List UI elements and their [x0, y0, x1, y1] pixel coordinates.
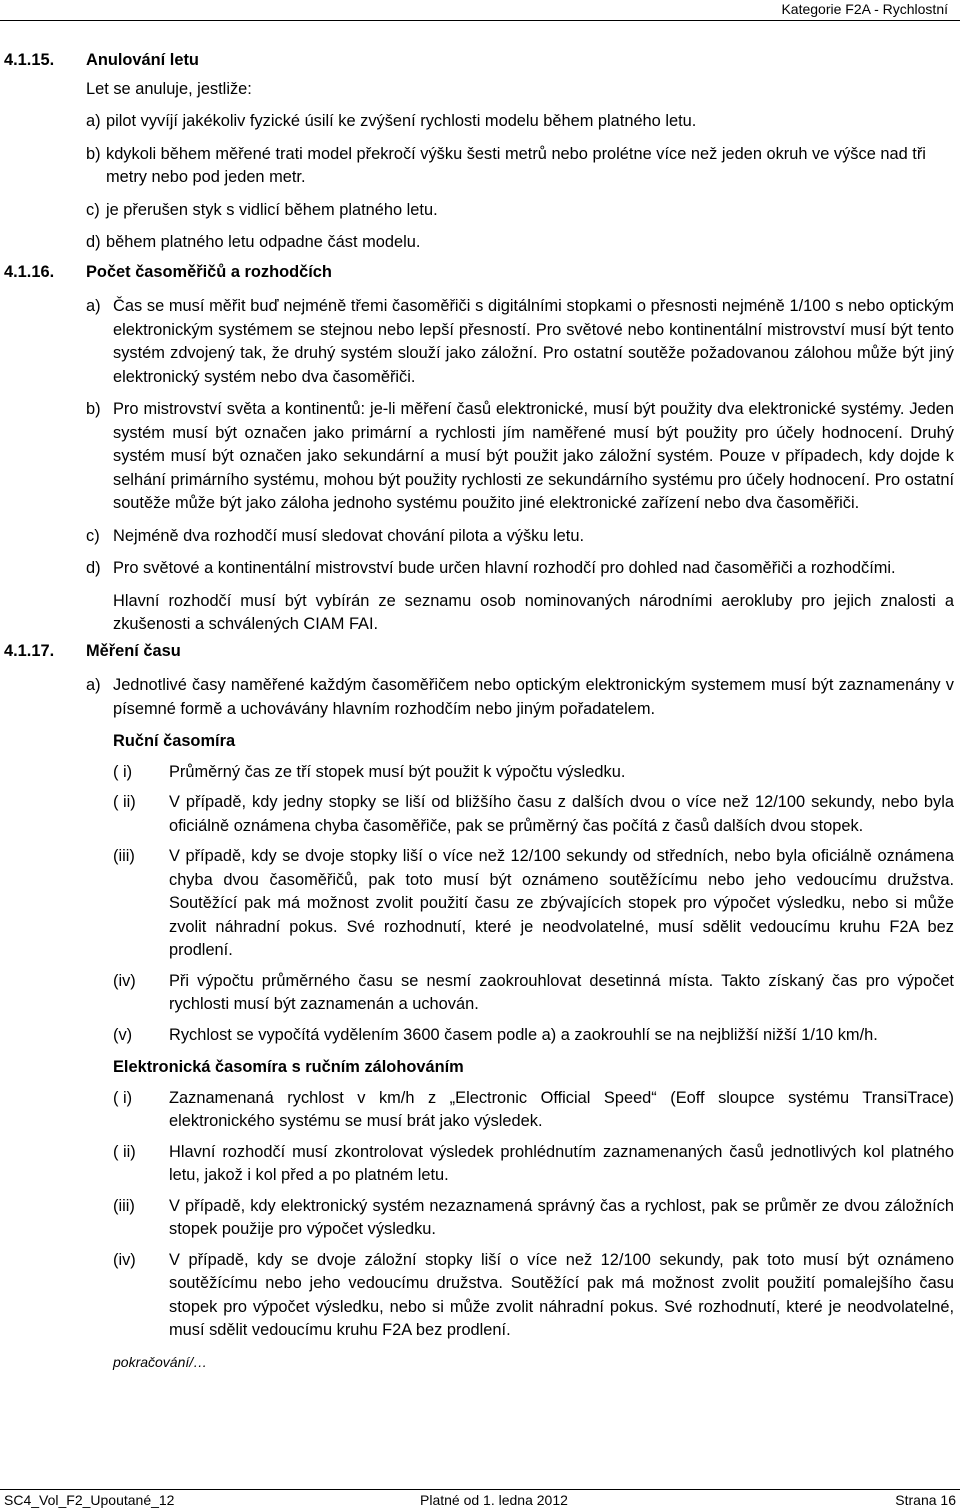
- section-title: Anulování letu: [86, 51, 199, 69]
- roman-list-text: Zaznamenaná rychlost v km/h z „Electronic Official Speed“ (Eoff sloupce systému TransiTrace) elektronického systému se musí brát jako výsledek.: [169, 1088, 954, 1130]
- section-number: 4.1.16.: [4, 262, 55, 281]
- subsection-heading: Ruční časomíra: [113, 732, 236, 750]
- roman-list-label: ( i): [113, 762, 133, 781]
- roman-list-item: [113, 1024, 954, 1048]
- roman-list-label: (v): [113, 1025, 133, 1044]
- list-item-label: b): [86, 400, 101, 418]
- roman-list-text: Rychlost se vypočítá vydělením 3600 časem podle a) a zaokrouhlí se na nejbližší nižší 1/10 km/h.: [169, 1025, 878, 1044]
- footer-divider: [0, 1489, 960, 1490]
- list-item: [86, 231, 954, 255]
- roman-list-label: (iii): [113, 847, 135, 865]
- footer-page-number: Strana 16: [895, 1492, 956, 1508]
- roman-list-item: [113, 1249, 954, 1343]
- section-intro: Let se anuluje, jestliže:: [86, 79, 252, 98]
- roman-list-label: (iv): [113, 971, 136, 990]
- footer-document-id: SC4_Vol_F2_Upoutané_12: [4, 1492, 175, 1508]
- roman-list-label: ( ii): [113, 793, 136, 811]
- list-item-text: Pro mistrovství světa a kontinentů: je-li měření časů elektronické, musí být použity dva elektronické systémy. Jeden systém musí být označen jako primární a rychlosti jím naměřené musí být použity pro účely hodnocení. Druhý systém musí být označen jako sekundární a musí být použit jako záložní systém. Pouze v případech, kdy dojde k selhání primárního systému, mohou být použity rychlosti ze sekundárního systému pro účely hodnocení. Pro ostatní soutěže může být jako záloha jednoho systému použito jiné elektronické zařízení nebo dva časoměřiči.: [113, 400, 954, 512]
- roman-list-text: Při výpočtu průměrného času se nesmí zaokrouhlovat desetinná místa. Takto získaný čas pro výpočet rychlosti musí být zaznamenán a uchován.: [169, 971, 954, 1013]
- section-number: 4.1.17.: [4, 641, 55, 660]
- roman-list-text: Průměrný čas ze tří stopek musí být použit k výpočtu výsledku.: [169, 762, 626, 781]
- section-title: Počet časoměřičů a rozhodčích: [86, 262, 332, 281]
- section-number: 4.1.15.: [4, 51, 55, 69]
- list-item-text: Čas se musí měřit buď nejméně třemi časoměřiči s digitálními stopkami o přesnosti nejméně 1/100 s nebo optickým elektronickým systémem se stejnou nebo lepší přesností. Pro světové nebo kontinentální mistrovství musí být tento systém zdvojený tak, že druhý systém slouží jako záložní. Pro ostatní soutěže požadovanou zálohou může být jiný elektronický systém nebo dva časoměřiči.: [113, 297, 954, 386]
- roman-list-label: (iii): [113, 1196, 135, 1215]
- header-divider: [0, 20, 960, 21]
- roman-list-item: [113, 791, 954, 838]
- footer-validity-date: Platné od 1. ledna 2012: [420, 1492, 568, 1508]
- roman-list-text: V případě, kdy se dvoje stopky liší o více než 12/100 sekundy od středních, nebo byla oficiálně oznámena chyba dvou časoměřičů, pak toto musí být oznámeno soutěžícímu nebo jeho vedoucímu družstva. Soutěžící pak má možnost zvolit použití času ze zbývajících stopek pro výpočet výsledku, nebo si může zvolit náhradní pokus. Své rozhodnutí, které je neodvolatelné, musí sdělit vedoucímu kruhu F2A bez prodlení.: [169, 847, 954, 959]
- list-item-text: Jednotlivé časy naměřené každým časoměřičem nebo optickým elektronickým systemem musí být zaznamenány v písemné formě a uchovávány hlavním rozhodčím nebo jiným pořadatelem.: [113, 676, 954, 718]
- continuation-note: pokračování/…: [113, 1353, 208, 1370]
- list-item-label: c): [86, 200, 100, 219]
- section-heading-4-1-15: [0, 49, 960, 73]
- list-item-label: a): [86, 676, 101, 694]
- section-title: Měření času: [86, 641, 181, 660]
- list-item: [86, 674, 954, 721]
- list-item-text: během platného letu odpadne část modelu.: [106, 233, 421, 251]
- list-item-label: d): [86, 559, 101, 577]
- page-header-title: Kategorie F2A - Rychlostní: [781, 1, 948, 17]
- note-paragraph: Hlavní rozhodčí musí být vybírán ze seznamu osob nominovaných národními aerokluby pro jejich znalosti a zkušenosti a schválených CIAM FAI.: [113, 591, 954, 633]
- roman-list-item: [113, 1195, 954, 1242]
- list-item-text: pilot vyvíjí jakékoliv fyzické úsilí ke zvýšení rychlosti modelu během platného letu.: [106, 112, 697, 130]
- list-item-text: kdykoli během měřené trati model překročí výšku šesti metrů nebo prolétne více než jeden okruh ve výšce nad tři metry nebo pod jeden metr.: [106, 144, 926, 186]
- list-item-text: Nejméně dva rozhodčí musí sledovat chování pilota a výšku letu.: [113, 526, 585, 545]
- roman-list-item: [113, 970, 954, 1017]
- roman-list-label: ( ii): [113, 1142, 136, 1161]
- roman-list-text: Hlavní rozhodčí musí zkontrolovat výsledek prohlédnutím zaznamenaných časů jednotlivých kol platného letu, jakož i kol před a po platném letu.: [169, 1142, 954, 1184]
- roman-list-text: V případě, kdy jedny stopky se liší od bližšího času z dalších dvou o více než 12/100 sekundy, nebo byla oficiálně oznámena chyba časoměřiče, pak se průměrný čas počítá z časů dalších dvou stopek.: [169, 793, 954, 835]
- page-footer: [4, 1491, 956, 1509]
- list-item: [86, 295, 954, 389]
- document-body: [0, 49, 960, 1374]
- roman-list-item: [113, 761, 954, 785]
- list-item-label: a): [86, 297, 101, 315]
- list-item: [86, 525, 954, 549]
- list-item-text: Pro světové a kontinentální mistrovství bude určen hlavní rozhodčí pro dohled nad časoměřiči a rozhodčími.: [113, 559, 896, 577]
- section-heading-4-1-17: [0, 640, 960, 664]
- list-item-text: je přerušen styk s vidlicí během platného letu.: [106, 200, 438, 219]
- list-item: [86, 557, 954, 581]
- list-item: [86, 199, 954, 223]
- roman-list-text: V případě, kdy se dvoje záložní stopky liší o více než 12/100 sekundy, pak toto musí být oznámeno soutěžícímu nebo jeho vedoucímu družstva. Soutěžící pak má možnost zvolit použití pomalejšího času stopek pro výpočet výsledku, nebo si může zvolit náhradní pokus. Své rozhodnutí, které je neodvolatelné, musí sdělit vedoucímu kruhu F2A bez prodlení.: [169, 1250, 954, 1339]
- roman-list-text: V případě, kdy elektronický systém nezaznamená správný čas a rychlost, pak se průměr ze dvou záložních stopek použije pro výpočet výsledku.: [169, 1196, 954, 1238]
- list-item: [86, 398, 954, 516]
- roman-list-item: [113, 1141, 954, 1188]
- list-item-label: c): [86, 526, 100, 545]
- subsection-heading: Elektronická časomíra s ručním zálohováním: [113, 1058, 464, 1076]
- list-item: [86, 110, 954, 134]
- roman-list-item: [113, 1087, 954, 1134]
- section-heading-4-1-16: [0, 261, 960, 285]
- roman-list-label: ( i): [113, 1088, 133, 1107]
- roman-list-label: (iv): [113, 1250, 136, 1269]
- roman-list-item: [113, 845, 954, 963]
- list-item-label: d): [86, 233, 101, 251]
- list-item-label: b): [86, 144, 101, 163]
- list-item-label: a): [86, 112, 101, 130]
- list-item: [86, 143, 954, 190]
